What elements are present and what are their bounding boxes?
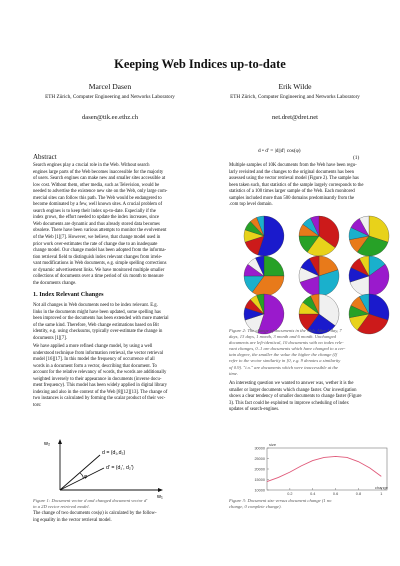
author-affiliation: ETH Zürich, Computer Engineering and Networks Laboratory <box>230 94 360 100</box>
text-line: two instances is calculated by forming the scalar product of their vec- <box>33 396 166 402</box>
y-tick-label: 25000 <box>254 457 265 461</box>
equation: d • d' = |d||d'| cos(φ) <box>258 148 301 154</box>
size-change-chart <box>229 440 396 498</box>
text-line: shows a clear tendency of smaller documents to change faster (Figure <box>229 394 362 400</box>
author-affiliation: ETH Zürich, Computer Engineering and Networks Laboratory <box>45 94 175 100</box>
figure-caption: Figure 3: Document size versus document change (1 no change, 0 complete change). <box>229 498 332 510</box>
author-name: Erik Wilde <box>278 82 312 91</box>
section-heading: 1. Index Relevant Changes <box>33 291 104 298</box>
text-line: .com top level domain. <box>229 202 273 208</box>
text-line: of users. Search engines can make new and smaller sites accessible at <box>33 176 166 182</box>
section-paragraph <box>33 344 200 409</box>
abstract-body <box>33 163 200 287</box>
text-line: of 0.9). "i.o." are documents which were inaccessible at the <box>229 364 339 370</box>
text-line: search engines is to keep their index up-to-date. Especially if the <box>33 208 156 214</box>
text-line: indexing and also in the context of the Web [8][12][13]. The change of <box>33 389 168 395</box>
text-line: been improved or the documents has been extended with more material <box>33 316 169 322</box>
section-paragraph <box>229 163 396 209</box>
vector-diagram <box>40 436 170 500</box>
text-line: tors: <box>33 402 42 408</box>
y-tick-label: 15000 <box>254 478 265 482</box>
text-line: Search engines play a crucial role in the Web. Without search <box>33 163 150 168</box>
pie-slice <box>264 256 284 276</box>
text-line: low cost. Without them, other media, such as Television, would be <box>33 182 160 188</box>
text-line: smaller or larger documents which change faster. Our investigation <box>229 387 357 393</box>
pie-grid <box>229 214 396 334</box>
section-paragraph <box>229 381 396 414</box>
w1-label: w₁ <box>157 494 163 500</box>
text-line: the documents change. <box>33 280 77 286</box>
text-line: updates of search-engines. <box>229 407 280 413</box>
text-line: samples included more than 500 domains predominantly from the <box>229 195 355 201</box>
text-line: vant modifications in Web documents, e.g. simple spelling corrections <box>33 261 167 267</box>
x-tick-label: 1 <box>380 492 383 496</box>
text-line: needed to advertise the existence new site on the Web, only large com- <box>33 189 168 195</box>
text-line: days, 13 days, 1 month, 3 month and 6 month. Unchanged <box>229 334 336 340</box>
text-line: index grows, the effort needed to update the index increases, since <box>33 215 160 221</box>
text-line: assessed using the vector retrieval model (Figure 2). The sample has <box>229 176 359 182</box>
text-line: words in a document form a vector, describing that document. To <box>33 363 157 369</box>
x-tick-label: 0.6 <box>332 492 339 496</box>
author-email[interactable]: dasen@tik.ee.ethz.ch <box>81 114 139 121</box>
text-line: refer to the vector similarity in [0, e.g. 9 denotes a similarity <box>229 358 341 364</box>
plot-frame <box>267 448 387 490</box>
x-tick-label: 0.4 <box>310 492 316 496</box>
text-line: mercial sites can follow this path. The Web would be endangered to <box>33 195 162 201</box>
text-line: documents are left-identical, 10 documents with no index rele- <box>229 340 344 346</box>
figure-caption <box>229 328 399 377</box>
x-tick-label: 0.2 <box>287 492 293 496</box>
section-paragraph <box>33 303 200 342</box>
author-name: Marcel Dasen <box>88 82 132 91</box>
text-line: or dynamic advertisement links. We have monitored multiple smaller <box>33 267 165 273</box>
text-line: tion retrieval field to distinguish index relevant changes from irrele- <box>33 254 163 260</box>
text-line: obsolete. There have been various attempts to monitor the evolvement <box>33 228 167 234</box>
series-line <box>267 456 381 481</box>
text-line: collections of documents over a time period of six month to measure <box>33 274 164 280</box>
author-email[interactable]: net.dret@dret.net <box>272 114 318 121</box>
y-tick-label: 20000 <box>254 467 265 472</box>
text-line: 3). This fact could be exploited to improve scheduling of index <box>229 400 349 406</box>
text-line: ment frequency). This model has been widely applied in digital library <box>33 383 168 389</box>
text-line: tain degree, the smaller the value the higher the change (If <box>229 352 337 358</box>
vector-dprime-label: d' = (d₁', d₂') <box>106 465 134 471</box>
text-line: statistics of a 100 times larger sample of the Web. Each monitored <box>229 189 355 195</box>
text-line: vant changes, 0..1 are documents which have changed to a cer- <box>229 346 346 352</box>
text-line: documents [1][7]. <box>33 335 68 341</box>
w2-label: w₂ <box>44 441 51 447</box>
y-tick-label: 10000 <box>254 488 265 493</box>
angle-label: φ <box>84 474 88 480</box>
text-line: An interesting question we wanted to answer was, wether it is the <box>229 381 354 386</box>
text-line: Web documents are dynamic and thus already stored data becomes <box>33 221 160 227</box>
text-line: links in the documents might have been updated, some spelling has <box>33 309 161 315</box>
text-line: of the same kind. Therefore, Web change estimations based on Bit <box>33 322 159 328</box>
paper-title: Keeping Web Indices up-to-date <box>114 57 286 71</box>
text-line: become dominated by a few, well known sites. A crucial problem of <box>33 202 163 208</box>
text-line: prior work over-estimates the rate of change due to an inadequate <box>33 241 158 247</box>
figure-caption: Figure 1: Document vector d and changed document vector d' in a 2D vector retrieval model. <box>33 498 148 510</box>
text-line: identity, e.g. using checksums, typically over-estimate the change in <box>33 329 163 335</box>
abstract-heading: Abstract <box>33 153 57 161</box>
y-axis-label: size <box>269 442 277 447</box>
text-line: weighted inversely to their appearance in documents (inverse docu- <box>33 376 162 382</box>
x-axis-label: change <box>374 485 388 490</box>
y-tick-label: 30000 <box>254 446 265 451</box>
w2-arrowhead <box>58 439 62 444</box>
text-line: Multiple samples of 10K documents from the Web have been regu- <box>229 163 357 168</box>
text-line: larly revisited and the changes to the original documents has been <box>229 169 355 175</box>
text-line: change model. Our change model has been adopted from the informa- <box>33 248 167 254</box>
text-line: understood technique from information retrieval, the vector retrieval <box>33 350 164 356</box>
text-line: of the Web [1][7]. However, we believe, that change model used in <box>33 235 161 241</box>
section-paragraph: The change of two documents cos(φ) is calculated by the follow- ing equality in the vector retrieval model. <box>33 511 157 523</box>
equation-number: (1) <box>353 155 360 161</box>
text-line: Not all changes in Web documents need to be index relevant. E.g. <box>33 303 158 308</box>
text-line: been taken such, that statistics of the sample largely corresponds to the <box>229 182 364 188</box>
text-line: model [16][17]. In this model the frequency of occurrence of all <box>33 357 155 363</box>
w1-arrowhead <box>158 488 163 492</box>
text-line: We have applied a more refined change model, by using a well <box>33 344 153 349</box>
text-line: engines large parts of the Web becomes inaccessible for the majority <box>33 169 164 175</box>
text-line: account for the relative relevancy of words, the words are additionally <box>33 370 167 376</box>
x-tick-label: 0.8 <box>355 492 362 496</box>
angle-arc <box>80 473 83 479</box>
text-line: Figure 2: The change of documents in the Web. After 1 day, 7 <box>229 328 342 333</box>
text-line: time. <box>229 370 239 376</box>
vector-d-label: d = (d₁,d₂) <box>102 450 126 456</box>
